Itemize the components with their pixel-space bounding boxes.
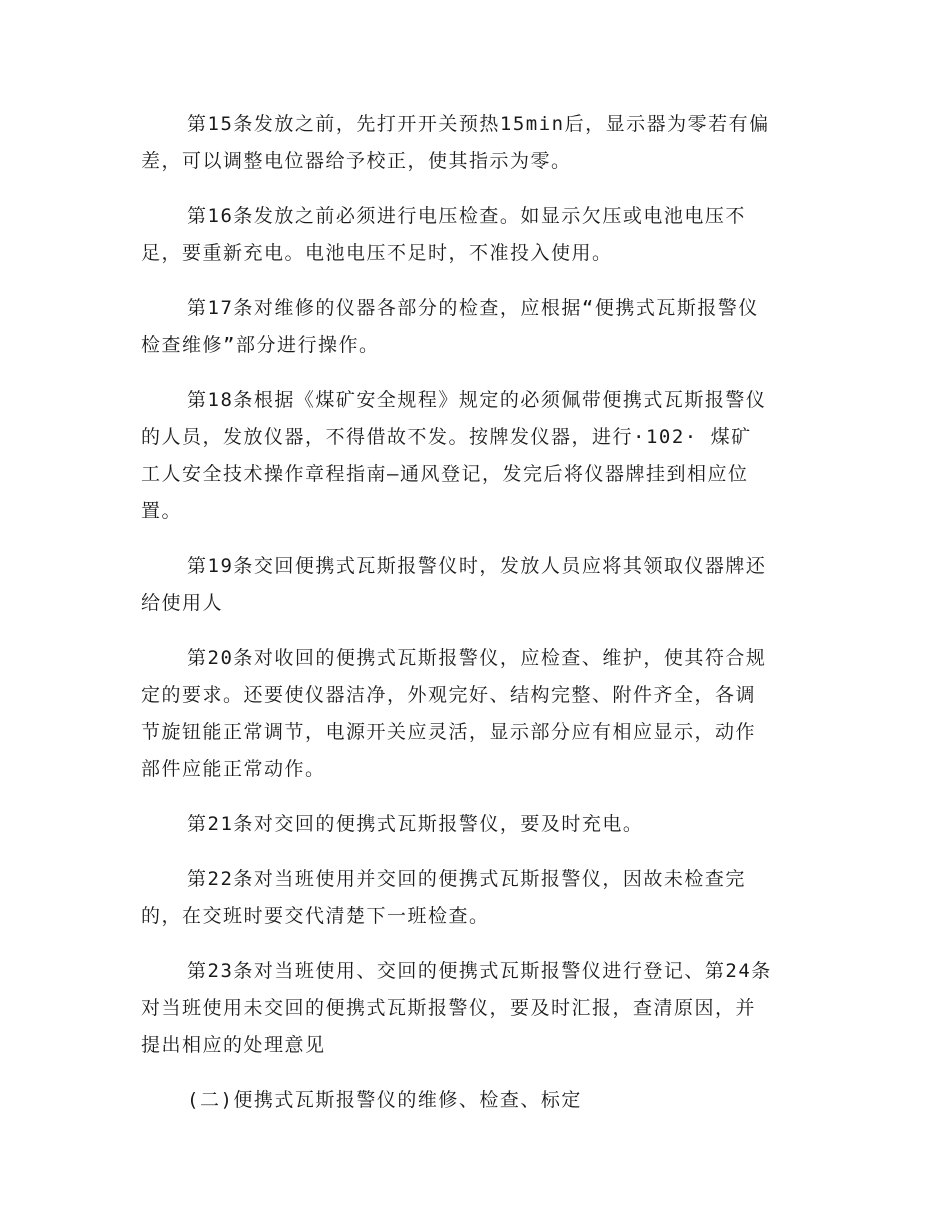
section-heading	[141, 1082, 813, 1119]
paragraph-article-23-24	[141, 953, 813, 1064]
text-line: 第18条根据《煤矿安全规程》规定的必须佩带便携式瓦斯报警仪	[187, 389, 767, 411]
text-line: 第21条对交回的便携式瓦斯报警仪，要及时充电。	[187, 813, 644, 835]
text-line: 第15条发放之前，先打开开关预热15min后，显示器为零若有偏	[187, 113, 770, 135]
text-line: 足，要重新充电。电池电压不足时，不准投入使用。	[141, 242, 613, 264]
paragraph-article-18	[141, 382, 813, 530]
text-line: 节旋钮能正常调节，电源开关应灵活，显示部分应有相应显示，动作	[141, 721, 757, 743]
paragraph-article-15	[141, 106, 813, 180]
text-line: 给使用人	[141, 592, 224, 614]
text-line: 部件应能正常动作。	[141, 758, 326, 780]
text-line: 第16条发放之前必须进行电压检查。如显示欠压或电池电压不	[187, 205, 746, 227]
paragraph-article-22	[141, 861, 813, 935]
text-line: 检查维修”部分进行操作。	[141, 334, 380, 356]
paragraph-article-17	[141, 290, 813, 364]
paragraph-article-20	[141, 640, 813, 788]
paragraph-article-16	[141, 198, 813, 272]
text-line: 对当班使用未交回的便携式瓦斯报警仪，要及时汇报，查清原因，并	[141, 997, 757, 1019]
text-line: (二)便携式瓦斯报警仪的维修、检查、标定	[187, 1089, 582, 1111]
text-line: 第17条对维修的仪器各部分的检查，应根据“便携式瓦斯报警仪	[187, 297, 759, 319]
text-line: 提出相应的处理意见	[141, 1034, 326, 1056]
paragraph-article-21	[141, 806, 813, 843]
text-line: 差，可以调整电位器给予校正，使其指示为零。	[141, 150, 572, 172]
text-line: 置。	[141, 500, 183, 522]
text-line: 第19条交回便携式瓦斯报警仪时，发放人员应将其领取仪器牌还	[187, 555, 767, 577]
text-line: 定的要求。还要使仪器洁净，外观完好、结构完整、附件齐全，各调	[141, 684, 757, 706]
text-line: 第20条对收回的便携式瓦斯报警仪，应检查、维护，使其符合规	[187, 647, 767, 669]
text-line: 的人员，发放仪器，不得借故不发。按牌发仪器，进行·102· 煤矿	[141, 426, 752, 448]
paragraph-article-19	[141, 548, 813, 622]
text-line: 工人安全技术操作章程指南—通风登记，发完后将仪器牌挂到相应位	[141, 463, 749, 485]
document-body	[141, 106, 813, 1137]
text-line: 的，在交班时要交代清楚下一班检查。	[141, 905, 490, 927]
text-line: 第22条对当班使用并交回的便携式瓦斯报警仪，因故未检查完	[187, 868, 746, 890]
text-line: 第23条对当班使用、交回的便携式瓦斯报警仪进行登记、第24条	[187, 960, 772, 982]
